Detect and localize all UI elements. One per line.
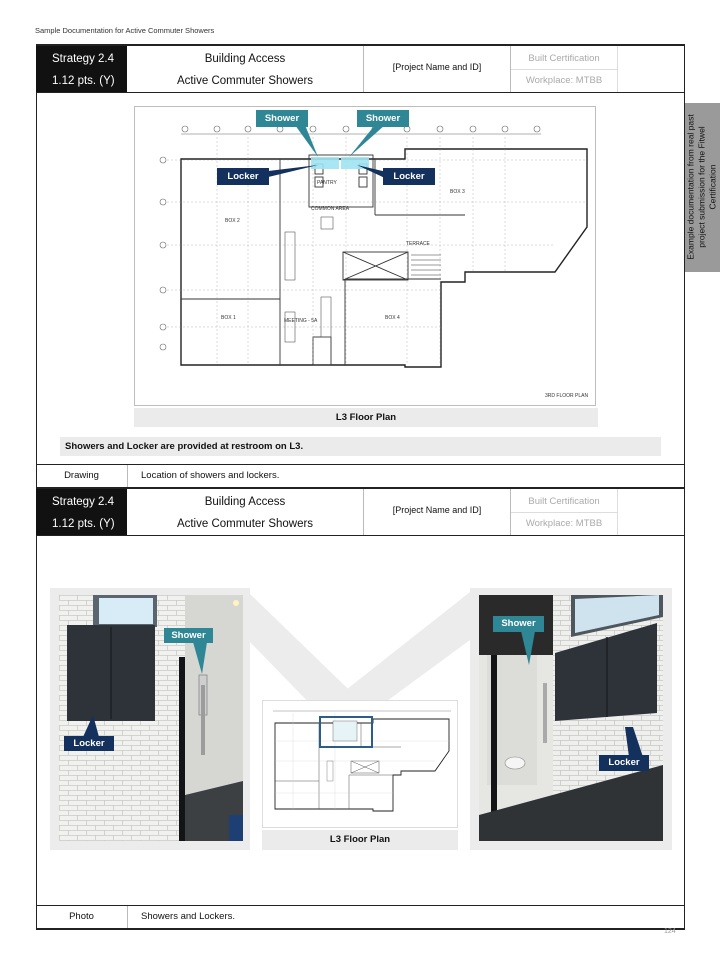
left-locker-callout: Locker <box>64 736 114 751</box>
plan-label-box4: BOX 4 <box>385 315 400 321</box>
strategy-name: Active Commuter Showers <box>176 518 314 530</box>
project-name: [Project Name and ID] <box>392 505 482 515</box>
project-name: [Project Name and ID] <box>392 62 482 72</box>
plan-caption: L3 Floor Plan <box>134 408 598 427</box>
right-locker-pointer <box>625 727 643 757</box>
small-plan-svg <box>263 701 458 828</box>
plan-label-box1: BOX 1 <box>221 315 236 321</box>
plan-label-common: COMMON AREA <box>311 206 350 212</box>
plan-label-title: 3RD FLOOR PLAN <box>545 393 589 399</box>
left-photo <box>59 595 243 841</box>
strategy-points: 1.12 pts. (Y) <box>52 75 115 87</box>
photo-row-value: Showers and Lockers. <box>141 911 235 922</box>
photo-row <box>36 905 685 929</box>
drawing-row-value: Location of showers and lockers. <box>141 470 280 481</box>
category-label: Building Access <box>204 496 286 508</box>
right-shower-pointer <box>521 631 535 665</box>
small-plan-caption: L3 Floor Plan <box>262 830 458 850</box>
right-photo <box>479 595 663 841</box>
plan-label-meeting: MEETING - 5A <box>284 318 318 324</box>
strategy-points: 1.12 pts. (Y) <box>52 518 115 530</box>
left-locker-pointer <box>83 715 99 737</box>
plan-shower-callout-left: Shower <box>256 110 308 127</box>
plan-locker-callout-left: Locker <box>217 168 269 185</box>
plan-label-box2: BOX 2 <box>225 218 240 224</box>
strategy-number: Strategy 2.4 <box>52 53 115 65</box>
category-label: Building Access <box>204 53 286 65</box>
right-shower-callout: Shower <box>493 616 544 632</box>
strategy-number: Strategy 2.4 <box>52 496 115 508</box>
side-tab-text: Example documentation from real past project submission for the Fitwel Certification <box>685 114 718 260</box>
left-shower-pointer <box>193 642 207 674</box>
plan-locker-callout-right: Locker <box>383 168 435 185</box>
small-floor-plan <box>262 700 458 828</box>
certification-type: Built Certification <box>528 53 600 64</box>
left-shower-callout: Shower <box>164 628 213 643</box>
document-caption: Sample Documentation for Active Commuter Showers <box>35 26 215 35</box>
plan-shower-callout-right: Shower <box>357 110 409 127</box>
plan-label-box3: BOX 3 <box>450 189 465 195</box>
plan-label-terrace: TERRACE <box>406 241 430 247</box>
plan-label-pantry: PANTRY <box>317 180 337 186</box>
page-number: 124 <box>664 928 676 935</box>
note-bar: Showers and Locker are provided at restroom on L3. <box>60 437 661 456</box>
drawing-row-label: Drawing <box>36 465 128 487</box>
photo-row-label: Photo <box>36 906 128 928</box>
right-locker-callout: Locker <box>599 755 649 771</box>
workplace-label: Workplace: MTBB <box>525 75 603 86</box>
certification-type: Built Certification <box>528 496 600 507</box>
strategy-name: Active Commuter Showers <box>176 75 314 87</box>
workplace-label: Workplace: MTBB <box>525 518 603 529</box>
